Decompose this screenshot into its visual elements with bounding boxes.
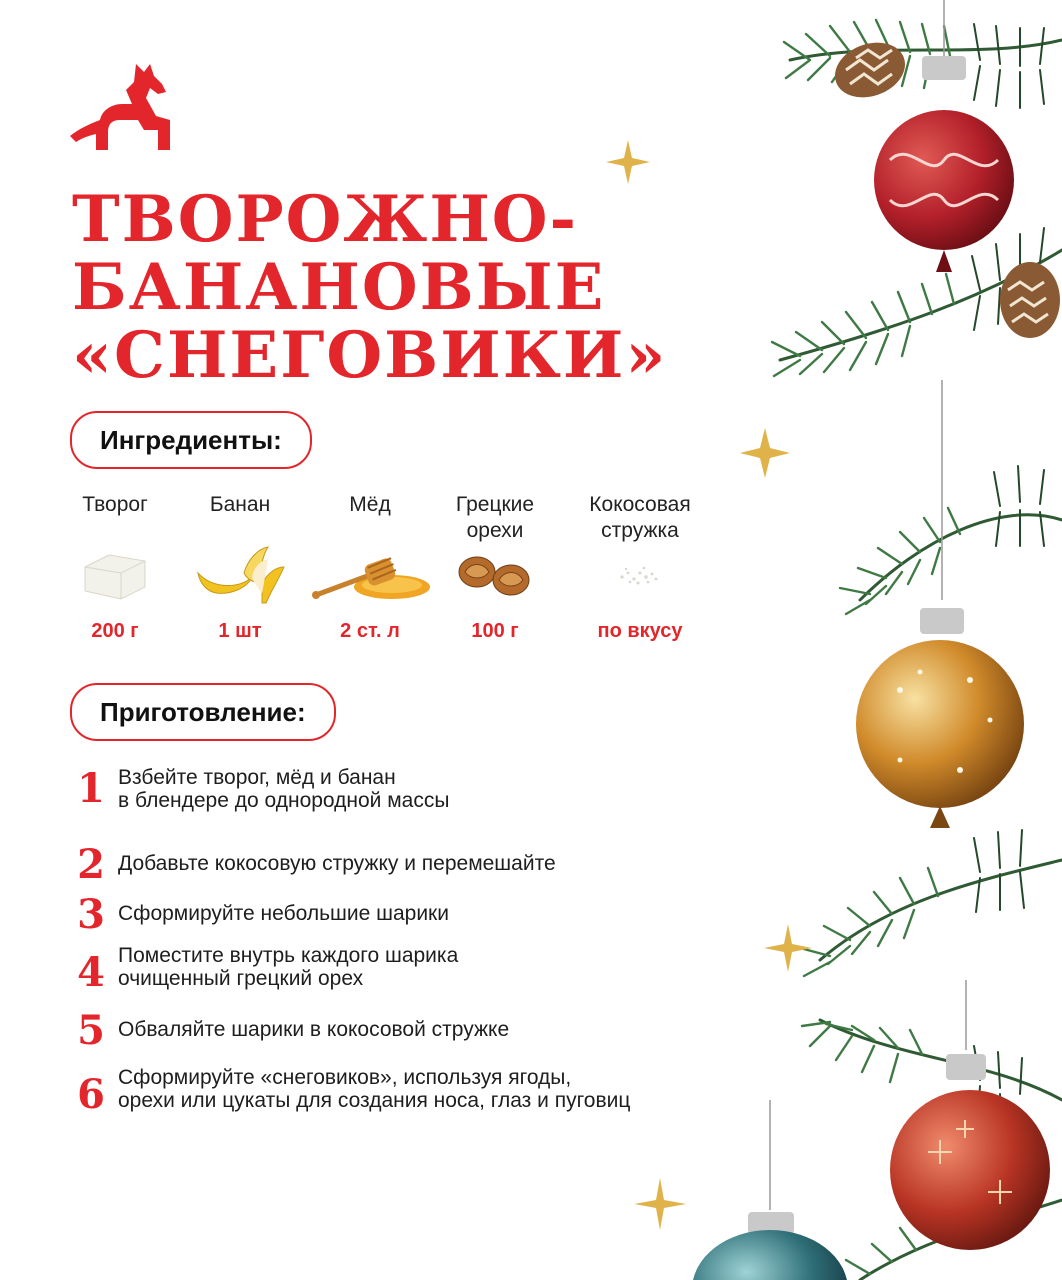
star-icon	[606, 140, 812, 1230]
step-number: 1	[77, 765, 105, 812]
step-number: 3	[77, 891, 105, 938]
steps-heading: Приготовление:	[70, 683, 336, 741]
step-text: Взбейте творог, мёд и банан в блендере до однородной массы	[118, 766, 450, 812]
ingredient-amount: 1 шт	[218, 620, 262, 642]
step-text: Обваляйте шарики в кокосовой стружке	[118, 1018, 510, 1041]
ingredient-amount: 200 г	[91, 620, 139, 642]
ingredient-name: Грецкие орехи	[455, 493, 535, 542]
red-horse-logo	[66, 58, 174, 154]
ingredient-item	[50, 492, 180, 643]
ingredient-amount: 100 г	[471, 620, 519, 642]
step-number: 4	[77, 949, 105, 996]
title-line-3: «СНЕГОВИКИ»	[72, 318, 668, 393]
ingredient-amount: 2 ст. л	[340, 620, 400, 642]
step-text: Сформируйте «снеговиков», используя ягоды, орехи или цукаты для создания носа, глаз и пуговиц	[118, 1066, 631, 1112]
step-number: 5	[77, 1007, 105, 1054]
step-text: Добавьте кокосовую стружку и перемешайте	[118, 852, 556, 875]
step-number: 2	[77, 841, 105, 888]
step-text: Поместите внутрь каждого шарика очищенный грецкий орех	[118, 944, 459, 990]
ingredient-item	[430, 492, 560, 643]
ingredients-heading: Ингредиенты:	[70, 411, 312, 469]
honey-icon	[308, 547, 432, 603]
step-text: Сформируйте небольшие шарики	[118, 902, 449, 925]
walnut-icon	[455, 550, 535, 600]
ingredient-name: Творог	[82, 493, 148, 516]
ingredient-name: Мёд	[349, 493, 391, 516]
christmas-ornament-icon	[692, 0, 1050, 1280]
ingredient-name: Банан	[209, 493, 271, 516]
ingredient-name: Кокосовая стружка	[589, 493, 691, 542]
christmas-decoration	[560, 0, 1062, 1280]
banana-icon	[192, 543, 288, 607]
title-line-1: ТВОРОЖНО-	[72, 182, 579, 257]
cottage-cheese-icon	[79, 547, 151, 603]
ingredient-item	[175, 492, 305, 643]
ingredient-amount: по вкусу	[597, 620, 683, 642]
step-number: 6	[77, 1071, 105, 1118]
ingredient-item	[305, 492, 435, 643]
title-line-2: БАНАНОВЫЕ	[72, 250, 606, 325]
